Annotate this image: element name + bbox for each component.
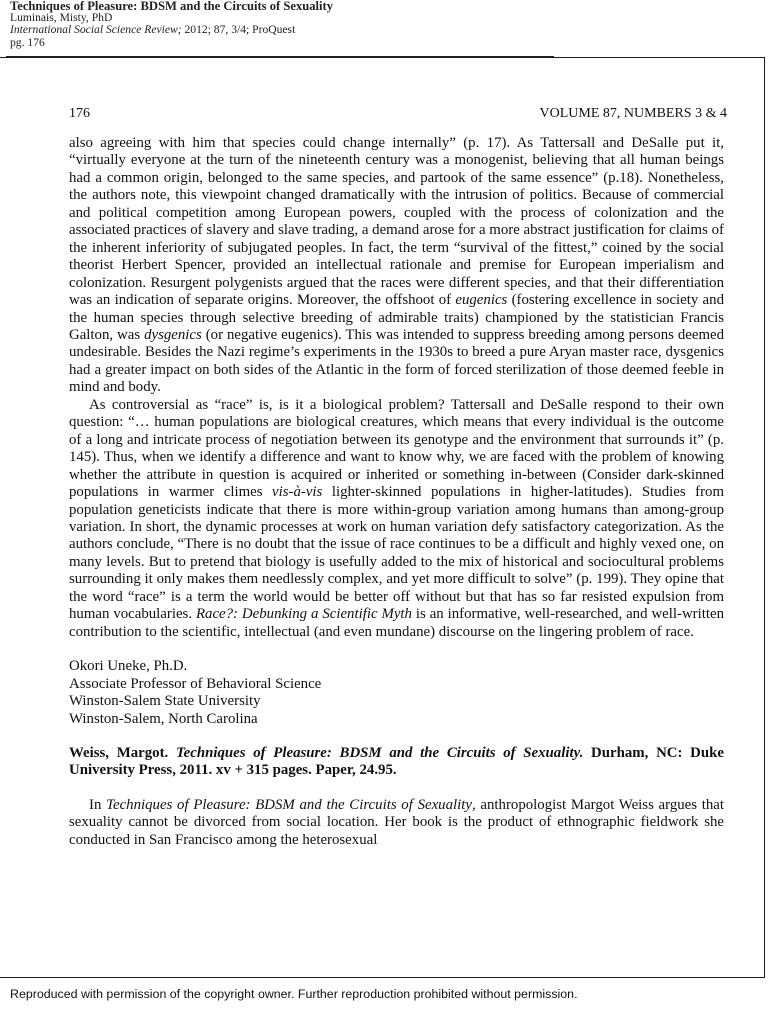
reviewer-location: Winston-Salem, North Carolina [69,710,258,727]
paragraph-1-text-b: (fostering excellence in society and the human species through selective breeding of admirable traits) championed by the statistician Francis Galton, was [69,292,724,343]
volume-label: VOLUME 87, NUMBERS 3 & 4 [539,106,727,121]
paragraph-1-emphasis-1: eugenics [455,292,508,309]
review-book-title: Techniques of Pleasure: BDSM and the Circuits of Sexuality. [175,744,584,761]
article-body [69,135,724,849]
paragraph-2-text-c: is an informative, well-researched, and well-written contribution to the scientific, intellectual (and even mundane) discourse on the lingering problem of race. [69,606,724,640]
paragraph-2-emphasis-2: Race?: Debunking a Scientific Myth [195,606,412,623]
paragraph-1-text-c: (or negative eugenics). This was intended to suppress breeding among persons deemed undesirable. Besides the Nazi regime’s experiments in the 1930s to breed a pure Aryan master race, dysgenics had a greater impact on both sides of the Atlantic in the form of forced sterilization of those deemed feeble in mind and body. [69,326,725,396]
running-head [69,105,727,123]
review-publication: Durham, NC: Duke University Press, 2011. xv + 315 pages. Paper, 24.95. [69,744,724,779]
paragraph-1 [69,135,724,397]
paragraph-2-text-b: lighter-skinned populations in higher-latitudes). Studies from population geneticists indicate that there is more within-group variation among humans than among-group variation. In short, the dynamic processes at work on human variation defy satisfactory categorization. As the authors conclude, “There is no doubt that the issue of race continues to be a difficult and highly vexed one, on many levels. But to pretend that biology is usefully added to the mix of historical and sociocultural problems surrounding it only makes them needlessly complex, and yet more difficult to solve” (p. 199). They opine that the word “race” is a term the world would be better off without but that has so far resisted expulsion from human vocabularies. [69,484,724,623]
page-number: 176 [69,106,90,121]
reviewer-institution: Winston-Salem State University [69,693,261,710]
citation-page: pg. 176 [10,35,45,49]
paragraph-2-emphasis-1: vis-à-vis [272,484,323,501]
copyright-footer: Reproduced with permission of the copyright owner. Further reproduction prohibited without permission. [10,987,578,1001]
reviewer-name: Okori Uneke, Ph.D. [69,658,188,675]
citation-journal: International Social Science Review; [10,23,182,37]
paragraph-3-emphasis-1: Techniques of Pleasure: BDSM and the Circuits of Sexuality [106,796,472,813]
citation-title: Techniques of Pleasure: BDSM and the Circuits of Sexuality [10,0,334,13]
citation-author: Luminais, Misty, PhD [10,11,113,25]
paragraph-3-text-b: , anthropologist Margot Weiss argues that sexuality cannot be divorced from social location. Her book is the product of ethnographic fieldwork she conducted in San Francisco among the heterosexual [69,796,725,848]
paragraph-3-text-a: In [89,796,107,813]
paragraph-2 [69,397,724,641]
paragraph-2-text-a: As controversial as “race” is, is it a biological problem? Tattersall and DeSalle respond to their own question: “… human populations are biological creatures, which means that every individual is the outcome of a long and intricate process of negotiation between its genotype and the environment that surrounds it” (p. 145). Thus, when we identify a difference and want to know why, we are faced with the problem of knowing whether the attribute in question is acquired or inherited or something in-between (Consider dark-skinned populations in warmer climes [69,396,724,501]
review-author: Weiss, Margot. [69,744,176,761]
paragraph-1-emphasis-2: dysgenics [144,326,202,343]
citation-source [10,24,530,36]
citation-header [10,0,530,49]
reviewer-position: Associate Professor of Behavioral Science [69,675,322,692]
paragraph-3 [69,797,724,849]
citation-details: 2012; 87, 3/4; ProQuest [184,23,296,37]
review-citation [69,745,724,780]
paragraph-1-text-a: also agreeing with him that species could change internally” (p. 17). As Tattersall and DeSalle put it, “virtually everyone at the turn of the nineteenth century was a monogenist, believing that all human beings had a common origin, belonged to the same species, and partook of the same essence” (p.18). Nonetheless, the authors note, this viewpoint changed dramatically with the intrusion of politics. Because of commercial and political competition among European powers, coupled with the process of colonization and the associated practices of slavery and slave trading, a demand arose for a more abstract justification for claims of the inherent inferiority of subjugated peoples. In fact, the term “survival of the fittest,” coined by the social theorist Herbert Spencer, provided an intellectual rationale and premise for European imperialism and colonization. Resurgent polygenists argued that the races were different species, and that their differentiation was an indication of separate origins. Moreover, the offshoot of [69,135,724,309]
